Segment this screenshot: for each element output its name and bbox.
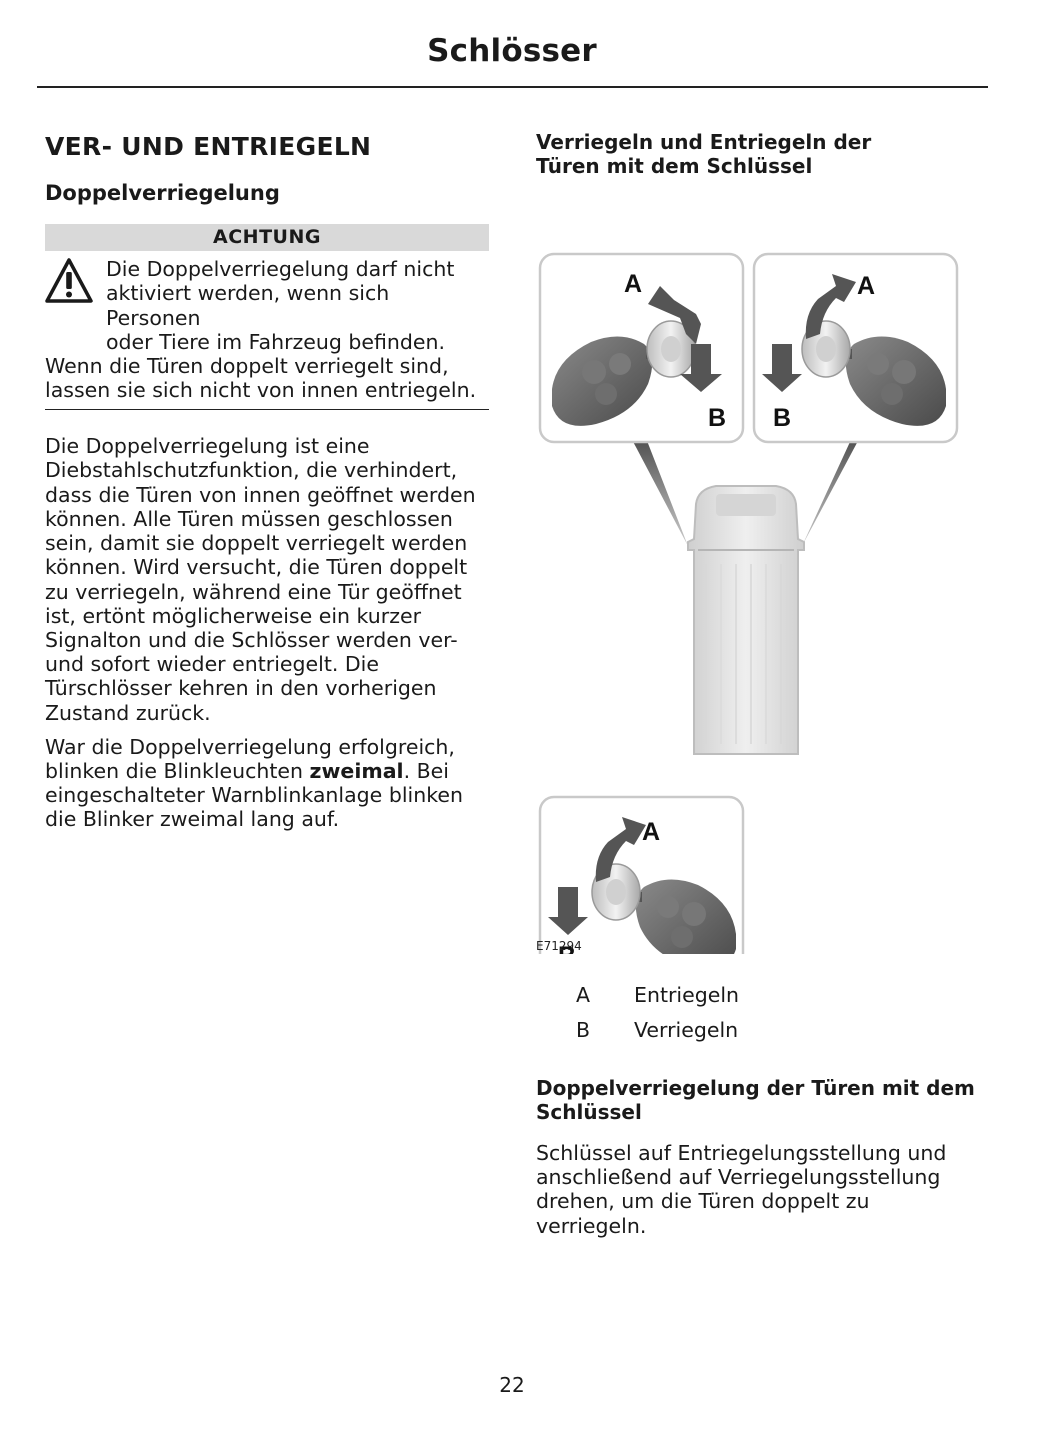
heading-key-locking [536, 130, 986, 178]
text-line [45, 759, 489, 783]
page-title: Schlösser [427, 33, 597, 69]
text-line: ist, ertönt möglicherweise ein kurzer [45, 603, 421, 628]
legend-value: Entriegeln [634, 983, 740, 1007]
van-top-view [688, 486, 804, 754]
heading-line: Doppelverriegelung der Türen mit dem [536, 1076, 975, 1100]
key-lock-illustration [536, 194, 986, 964]
text-line: drehen, um die Türen doppelt zu verriegeln. [536, 1189, 870, 1238]
text-line: Diebstahlschutzfunktion, die verhindert, [45, 458, 458, 483]
warning-box [45, 257, 489, 403]
text-span: blinken die Blinkleuchten [45, 758, 310, 783]
label-b: B [773, 404, 792, 432]
label-a: A [857, 272, 876, 300]
left-column [45, 130, 489, 832]
key-panel-top-left [540, 254, 743, 442]
warning-line: lassen sie sich nicht von innen entriegeln. [45, 378, 477, 403]
legend-row [536, 978, 986, 1013]
text-line: die Blinker zweimal lang auf. [45, 807, 340, 832]
text-line: können. Wird versucht, die Türen doppelt [45, 555, 468, 580]
heading-double-locking-key [536, 1076, 986, 1124]
warning-triangle-icon [45, 257, 93, 305]
legend-value: Verriegeln [634, 1018, 739, 1042]
label-a: A [624, 270, 643, 298]
figure-legend [536, 978, 986, 1048]
right-column [536, 130, 986, 1238]
key-panel-bottom [540, 797, 743, 954]
text-line: können. Alle Türen müssen geschlossen [45, 506, 453, 531]
heading-line: Verriegeln und Entriegeln der [536, 130, 872, 154]
warning-divider [45, 409, 489, 411]
legend-row [536, 1013, 986, 1048]
heading-line: Türen mit dem Schlüssel [536, 154, 813, 178]
legend-key: A [576, 983, 591, 1007]
label-a: A [642, 818, 661, 846]
title-divider [37, 86, 988, 88]
warning-label: ACHTUNG [45, 224, 489, 251]
key-panel-top-right [754, 254, 957, 442]
warning-line: aktiviert werden, wenn sich Personen [106, 281, 390, 330]
text-line: Die Doppelverriegelung ist eine [45, 434, 370, 459]
text-line: sein, damit sie doppelt verriegelt werden [45, 531, 468, 556]
text-line: Türschlösser kehren in den vorherigen [45, 676, 437, 701]
emphasis-text: zweimal [309, 758, 404, 783]
text-line: zu verriegeln, während eine Tür geöffnet [45, 579, 462, 604]
warning-line: Die Doppelverriegelung darf nicht [106, 257, 455, 281]
label-b: B [708, 404, 727, 432]
text-span: . Bei [403, 758, 449, 783]
heading-line: Schlüssel [536, 1100, 642, 1124]
paragraph-double-locking-info [45, 434, 489, 724]
text-line: dass die Türen von innen geöffnet werden [45, 482, 476, 507]
text-line: anschließend auf Verriegelungsstellung [536, 1165, 941, 1190]
text-line: Zustand zurück. [45, 700, 211, 725]
legend-key: B [576, 1018, 591, 1042]
section-title: VER- UND ENTRIEGELN [45, 132, 372, 161]
text-line: Schlüssel auf Entriegelungsstellung und [536, 1141, 947, 1165]
illustration-svg [536, 194, 986, 954]
text-line: und sofort wieder entriegelt. Die [45, 652, 379, 677]
subsection-title: Doppelverriegelung [45, 181, 280, 205]
page-number: 22 [499, 1373, 525, 1397]
warning-line: Wenn die Türen doppelt verriegelt sind, [45, 354, 449, 379]
paragraph-double-locking-instructions [536, 1141, 986, 1238]
paragraph-blink-confirmation [45, 735, 489, 832]
text-line: War die Doppelverriegelung erfolgreich, [45, 734, 455, 759]
warning-line: oder Tiere im Fahrzeug befinden. [106, 329, 446, 354]
figure-code: E71294 [536, 939, 582, 953]
text-line: Signalton und die Schlösser werden ver- [45, 627, 458, 652]
text-line: eingeschalteter Warnblinkanlage blinken [45, 783, 463, 808]
